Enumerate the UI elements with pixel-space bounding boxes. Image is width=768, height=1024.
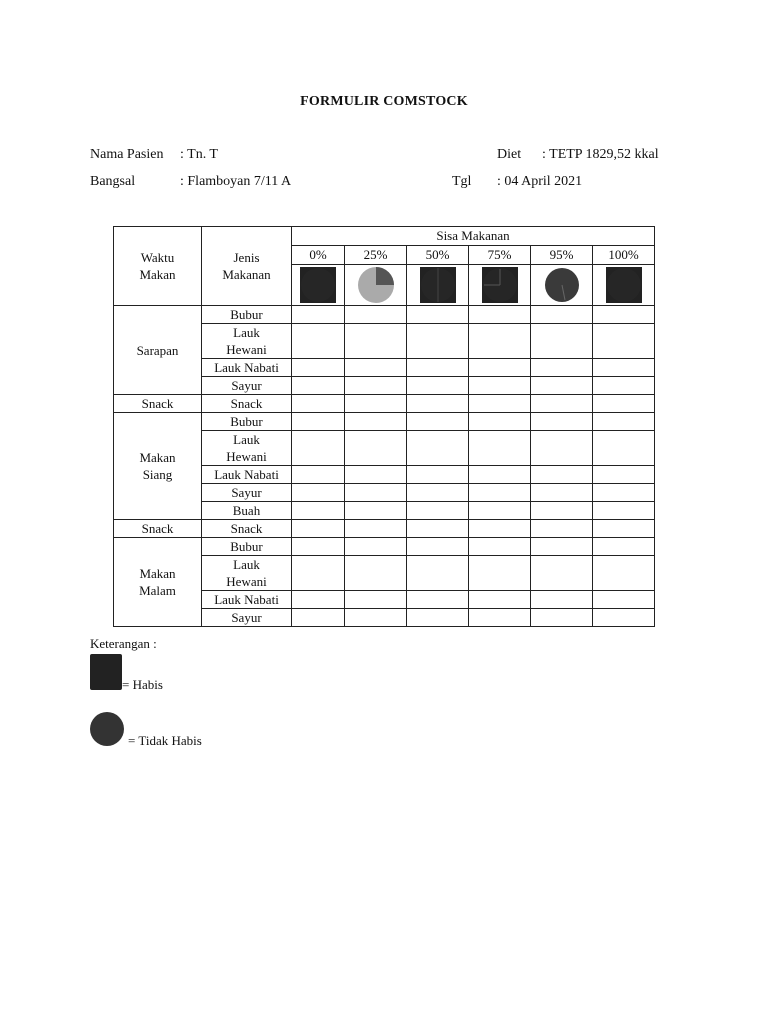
sisa-input-cell[interactable]	[469, 466, 531, 484]
jenis-makanan-line: Snack	[230, 396, 263, 411]
three-quarter-circle-icon	[356, 266, 396, 304]
sisa-input-cell[interactable]	[531, 609, 593, 627]
sisa-input-cell[interactable]	[531, 502, 593, 520]
header-jenis-line: Makanan	[222, 267, 271, 282]
jenis-makanan-line: Lauk	[233, 325, 260, 340]
sisa-input-cell[interactable]	[593, 413, 655, 431]
jenis-makanan-line: Bubur	[230, 307, 263, 322]
sisa-input-cell[interactable]	[345, 306, 407, 324]
sisa-input-cell[interactable]	[469, 395, 531, 413]
sisa-input-cell[interactable]	[345, 413, 407, 431]
sisa-input-cell[interactable]	[593, 466, 655, 484]
jenis-makanan-cell	[202, 538, 292, 556]
jenis-makanan-cell	[202, 431, 292, 466]
waktu-makan-line: Malam	[139, 583, 176, 598]
jenis-makanan-line: Lauk	[233, 557, 260, 572]
percent-label: 50%	[407, 245, 469, 264]
sisa-input-cell[interactable]	[593, 484, 655, 502]
percent-label: 75%	[469, 245, 531, 264]
sisa-input-cell[interactable]	[292, 484, 345, 502]
sisa-input-cell[interactable]	[469, 502, 531, 520]
waktu-makan-line: Makan	[139, 450, 176, 465]
sisa-input-cell[interactable]	[345, 431, 407, 466]
sisa-input-cell[interactable]	[531, 359, 593, 377]
diet-label: Diet	[497, 147, 522, 162]
sisa-input-cell[interactable]	[292, 520, 345, 538]
waktu-makan-cell	[114, 520, 202, 538]
ward-value: : Flamboyan 7/11 A	[180, 174, 292, 189]
sisa-input-cell[interactable]	[292, 431, 345, 466]
sisa-input-cell[interactable]	[407, 538, 469, 556]
jenis-makanan-cell	[202, 609, 292, 627]
header-waktu-line: Waktu	[140, 250, 175, 265]
sisa-input-cell[interactable]	[407, 395, 469, 413]
sisa-input-cell[interactable]	[407, 306, 469, 324]
percent-label: 0%	[292, 245, 345, 264]
jenis-makanan-cell	[202, 556, 292, 591]
header-jenis-makanan	[202, 227, 292, 306]
jenis-makanan-line: Snack	[230, 521, 263, 536]
patient-name-label: Nama Pasien	[90, 147, 164, 162]
sisa-input-cell[interactable]	[469, 609, 531, 627]
sisa-input-cell[interactable]	[469, 538, 531, 556]
waktu-makan-line: Snack	[141, 521, 174, 536]
percent-icon-cell	[531, 264, 593, 305]
percent-icon-cell	[593, 264, 655, 305]
table-row	[114, 413, 655, 431]
sisa-input-cell[interactable]	[531, 324, 593, 359]
sisa-input-cell[interactable]	[593, 359, 655, 377]
sisa-input-cell[interactable]	[292, 395, 345, 413]
sisa-input-cell[interactable]	[593, 502, 655, 520]
sisa-input-cell[interactable]	[292, 591, 345, 609]
header-jenis-line: Jenis	[233, 250, 260, 265]
comstock-table	[113, 226, 655, 627]
sisa-input-cell[interactable]	[292, 306, 345, 324]
sisa-input-cell[interactable]	[593, 556, 655, 591]
sisa-input-cell[interactable]	[593, 395, 655, 413]
sisa-input-cell[interactable]	[531, 520, 593, 538]
sisa-input-cell[interactable]	[345, 359, 407, 377]
jenis-makanan-line: Hewani	[226, 574, 267, 589]
sisa-input-cell[interactable]	[593, 538, 655, 556]
habis-icon	[90, 654, 122, 690]
date-value: : 04 April 2021	[497, 174, 583, 189]
jenis-makanan-line: Sayur	[231, 378, 262, 393]
sisa-input-cell[interactable]	[292, 502, 345, 520]
sisa-input-cell[interactable]	[345, 484, 407, 502]
sisa-input-cell[interactable]	[292, 556, 345, 591]
header-waktu-makan	[114, 227, 202, 306]
quarter-circle-icon	[480, 266, 520, 304]
sisa-input-cell[interactable]	[345, 377, 407, 395]
sisa-input-cell[interactable]	[407, 431, 469, 466]
sisa-input-cell[interactable]	[469, 556, 531, 591]
jenis-makanan-cell	[202, 413, 292, 431]
sisa-input-cell[interactable]	[292, 359, 345, 377]
sisa-input-cell[interactable]	[531, 413, 593, 431]
sisa-input-cell[interactable]	[593, 306, 655, 324]
date-label: Tgl	[452, 174, 472, 189]
sisa-input-cell[interactable]	[407, 502, 469, 520]
jenis-makanan-line: Lauk	[233, 432, 260, 447]
sisa-input-cell[interactable]	[469, 520, 531, 538]
percent-label: 95%	[531, 245, 593, 264]
waktu-makan-line: Siang	[142, 467, 173, 482]
sisa-input-cell[interactable]	[531, 591, 593, 609]
sisa-input-cell[interactable]	[469, 431, 531, 466]
sisa-input-cell[interactable]	[292, 538, 345, 556]
ward-label: Bangsal	[90, 174, 136, 189]
legend-habis: = Habis	[122, 677, 163, 692]
sisa-input-cell[interactable]	[345, 502, 407, 520]
percent-icon-cell	[345, 264, 407, 305]
waktu-makan-cell	[114, 306, 202, 395]
sisa-input-cell[interactable]	[292, 377, 345, 395]
sisa-input-cell[interactable]	[531, 431, 593, 466]
sisa-input-cell[interactable]	[531, 377, 593, 395]
sisa-input-cell[interactable]	[469, 413, 531, 431]
sisa-input-cell[interactable]	[407, 556, 469, 591]
sisa-input-cell[interactable]	[407, 413, 469, 431]
half-circle-icon	[418, 266, 458, 304]
jenis-makanan-line: Bubur	[230, 539, 263, 554]
sisa-input-cell[interactable]	[469, 359, 531, 377]
diet-value: : TETP 1829,52 kkal	[542, 147, 659, 162]
sisa-input-cell[interactable]	[345, 609, 407, 627]
sisa-input-cell[interactable]	[531, 556, 593, 591]
table-row	[114, 306, 655, 324]
jenis-makanan-line: Buah	[232, 503, 261, 518]
legend-tidak-habis: = Tidak Habis	[128, 733, 202, 748]
header-waktu-line: Makan	[139, 267, 176, 282]
jenis-makanan-cell	[202, 306, 292, 324]
jenis-makanan-cell	[202, 395, 292, 413]
sisa-input-cell[interactable]	[469, 324, 531, 359]
percent-label: 25%	[345, 245, 407, 264]
sisa-input-cell[interactable]	[407, 609, 469, 627]
jenis-makanan-cell	[202, 520, 292, 538]
empty-circle-icon	[604, 266, 644, 304]
waktu-makan-line: Sarapan	[136, 342, 179, 358]
sisa-input-cell[interactable]	[407, 591, 469, 609]
sisa-input-cell[interactable]	[469, 484, 531, 502]
jenis-makanan-cell	[202, 324, 292, 359]
sisa-input-cell[interactable]	[469, 377, 531, 395]
sisa-input-cell[interactable]	[407, 359, 469, 377]
sisa-input-cell[interactable]	[593, 609, 655, 627]
jenis-makanan-line: Lauk Nabati	[214, 592, 279, 607]
sisa-input-cell[interactable]	[593, 377, 655, 395]
sisa-input-cell[interactable]	[469, 591, 531, 609]
jenis-makanan-cell	[202, 466, 292, 484]
sisa-input-cell[interactable]	[292, 609, 345, 627]
sisa-input-cell[interactable]	[345, 324, 407, 359]
jenis-makanan-line: Sayur	[231, 610, 262, 625]
jenis-makanan-line: Hewani	[226, 342, 267, 357]
sisa-input-cell[interactable]	[531, 484, 593, 502]
sisa-input-cell[interactable]	[593, 431, 655, 466]
sisa-input-cell[interactable]	[407, 377, 469, 395]
waktu-makan-line: Snack	[141, 396, 174, 411]
sisa-input-cell[interactable]	[407, 466, 469, 484]
sisa-input-cell[interactable]	[292, 413, 345, 431]
full-circle-icon	[298, 266, 338, 304]
percent-icon-cell	[292, 264, 345, 305]
percent-label: 100%	[593, 245, 655, 264]
jenis-makanan-cell	[202, 502, 292, 520]
table-row	[114, 538, 655, 556]
sisa-input-cell[interactable]	[593, 324, 655, 359]
jenis-makanan-cell	[202, 484, 292, 502]
jenis-makanan-line: Bubur	[230, 414, 263, 429]
jenis-makanan-line: Sayur	[231, 485, 262, 500]
sisa-input-cell[interactable]	[345, 538, 407, 556]
waktu-makan-cell	[114, 538, 202, 627]
legend-title: Keterangan :	[90, 636, 157, 651]
table-row	[114, 520, 655, 538]
sisa-input-cell[interactable]	[407, 324, 469, 359]
percent-icon-cell	[469, 264, 531, 305]
jenis-makanan-line: Lauk Nabati	[214, 467, 279, 482]
sisa-input-cell[interactable]	[345, 395, 407, 413]
sisa-input-cell[interactable]	[345, 520, 407, 538]
jenis-makanan-line: Hewani	[226, 449, 267, 464]
waktu-makan-cell	[114, 413, 202, 520]
patient-name-value: : Tn. T	[180, 147, 218, 162]
jenis-makanan-line: Lauk Nabati	[214, 360, 279, 375]
jenis-makanan-cell	[202, 359, 292, 377]
sisa-input-cell[interactable]	[407, 520, 469, 538]
waktu-makan-cell	[114, 395, 202, 413]
table-row	[114, 395, 655, 413]
sisa-input-cell[interactable]	[292, 466, 345, 484]
sisa-input-cell[interactable]	[593, 520, 655, 538]
sisa-input-cell[interactable]	[407, 484, 469, 502]
sisa-input-cell[interactable]	[292, 324, 345, 359]
header-sisa-makanan: Sisa Makanan	[292, 227, 655, 246]
waktu-makan-line: Makan	[139, 566, 176, 581]
percent-icon-cell	[407, 264, 469, 305]
jenis-makanan-cell	[202, 591, 292, 609]
sisa-input-cell[interactable]	[531, 306, 593, 324]
sisa-input-cell[interactable]	[469, 306, 531, 324]
sisa-input-cell[interactable]	[345, 591, 407, 609]
jenis-makanan-cell	[202, 377, 292, 395]
sisa-input-cell[interactable]	[593, 591, 655, 609]
sisa-input-cell[interactable]	[345, 556, 407, 591]
sisa-input-cell[interactable]	[531, 395, 593, 413]
sliver-circle-icon	[542, 266, 582, 304]
sisa-input-cell[interactable]	[531, 466, 593, 484]
sisa-input-cell[interactable]	[531, 538, 593, 556]
tidak-habis-icon	[90, 712, 124, 746]
sisa-input-cell[interactable]	[345, 466, 407, 484]
page-title: FORMULIR COMSTOCK	[300, 94, 468, 109]
